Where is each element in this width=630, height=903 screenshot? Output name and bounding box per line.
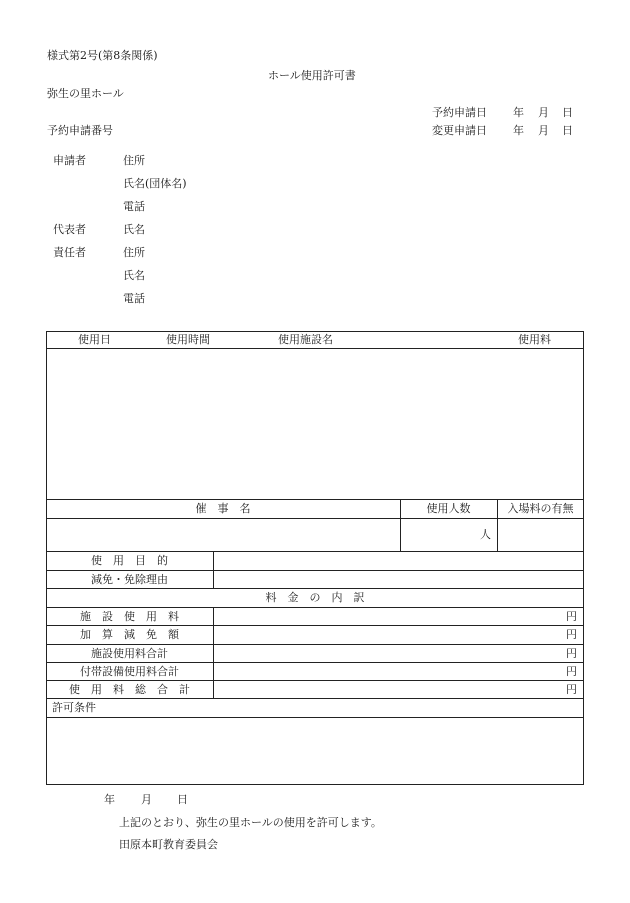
purpose-field[interactable] [214, 552, 583, 569]
form-number: 様式第2号(第8条関係) [47, 49, 158, 62]
change-day: 日 [562, 124, 573, 137]
purpose-label: 使 用 目 的 [91, 554, 168, 567]
reservation-date-label: 予約申請日 [432, 106, 487, 119]
row-divider [46, 698, 584, 699]
applicant-address-label: 住所 [123, 154, 145, 167]
responsible-phone-label: 電話 [123, 292, 145, 305]
reservation-month: 月 [538, 106, 549, 119]
reduction-reason-label: 減免・免除理由 [91, 573, 168, 586]
change-month: 月 [538, 124, 549, 137]
person-unit: 人 [480, 528, 491, 541]
applicant-label: 申請者 [53, 154, 86, 167]
fee-breakdown-label: 料 金 の 内 訳 [265, 591, 365, 604]
usage-col-fee: 使用料 [518, 333, 551, 346]
representative-label: 代表者 [53, 223, 86, 236]
responsible-address-label: 住所 [123, 246, 145, 259]
change-date-label: 変更申請日 [432, 124, 487, 137]
admission-field[interactable] [498, 519, 583, 550]
change-year: 年 [513, 124, 524, 137]
fee-row-unit: 円 [566, 683, 577, 696]
event-name-label: 催 事 名 [195, 502, 251, 515]
representative-name-label: 氏名 [123, 223, 145, 236]
fee-row-label: 付帯設備使用料合計 [80, 665, 179, 678]
conditions-label: 許可条件 [52, 701, 96, 714]
permit-statement: 上記のとおり、弥生の里ホールの使用を許可します。 [119, 816, 382, 829]
fee-row-label: 使 用 料 総 合 計 [69, 683, 190, 696]
reservation-day: 日 [562, 106, 573, 119]
reduction-reason-field[interactable] [214, 571, 583, 587]
footer-day: 日 [177, 793, 188, 806]
conditions-field[interactable] [47, 718, 583, 784]
facility-name: 弥生の里ホール [47, 87, 124, 100]
row-divider [46, 680, 584, 681]
usage-col-facility: 使用施設名 [278, 333, 333, 346]
row-divider [46, 625, 584, 626]
footer-year: 年 [104, 793, 115, 806]
attendees-label: 使用人数 [426, 502, 471, 515]
row-divider [46, 588, 584, 589]
responsible-name-label: 氏名 [123, 269, 145, 282]
event-name-field[interactable] [47, 519, 399, 550]
footer-month: 月 [141, 793, 152, 806]
fee-row-unit: 円 [566, 665, 577, 678]
fee-row-unit: 円 [566, 647, 577, 660]
fee-row-label: 施 設 使 用 料 [80, 610, 179, 623]
fee-row-unit: 円 [566, 628, 577, 641]
row-divider [46, 607, 584, 608]
fee-row-label: 施設使用料合計 [91, 647, 168, 660]
applicant-name-label: 氏名(団体名) [123, 177, 187, 190]
fee-row-unit: 円 [566, 610, 577, 623]
usage-col-time: 使用時間 [166, 333, 210, 346]
row-divider [46, 662, 584, 663]
page-title: ホール使用許可書 [268, 69, 356, 82]
responsible-label: 責任者 [53, 246, 86, 259]
admission-label: 入場料の有無 [507, 502, 574, 515]
usage-table-body[interactable] [47, 349, 583, 499]
reservation-number-label: 予約申請番号 [47, 124, 113, 137]
usage-col-date: 使用日 [78, 333, 111, 346]
issuer-name: 田原本町教育委員会 [119, 838, 218, 851]
applicant-phone-label: 電話 [123, 200, 145, 213]
reservation-year: 年 [513, 106, 524, 119]
fee-row-label: 加 算 減 免 額 [80, 628, 179, 641]
row-divider [46, 644, 584, 645]
